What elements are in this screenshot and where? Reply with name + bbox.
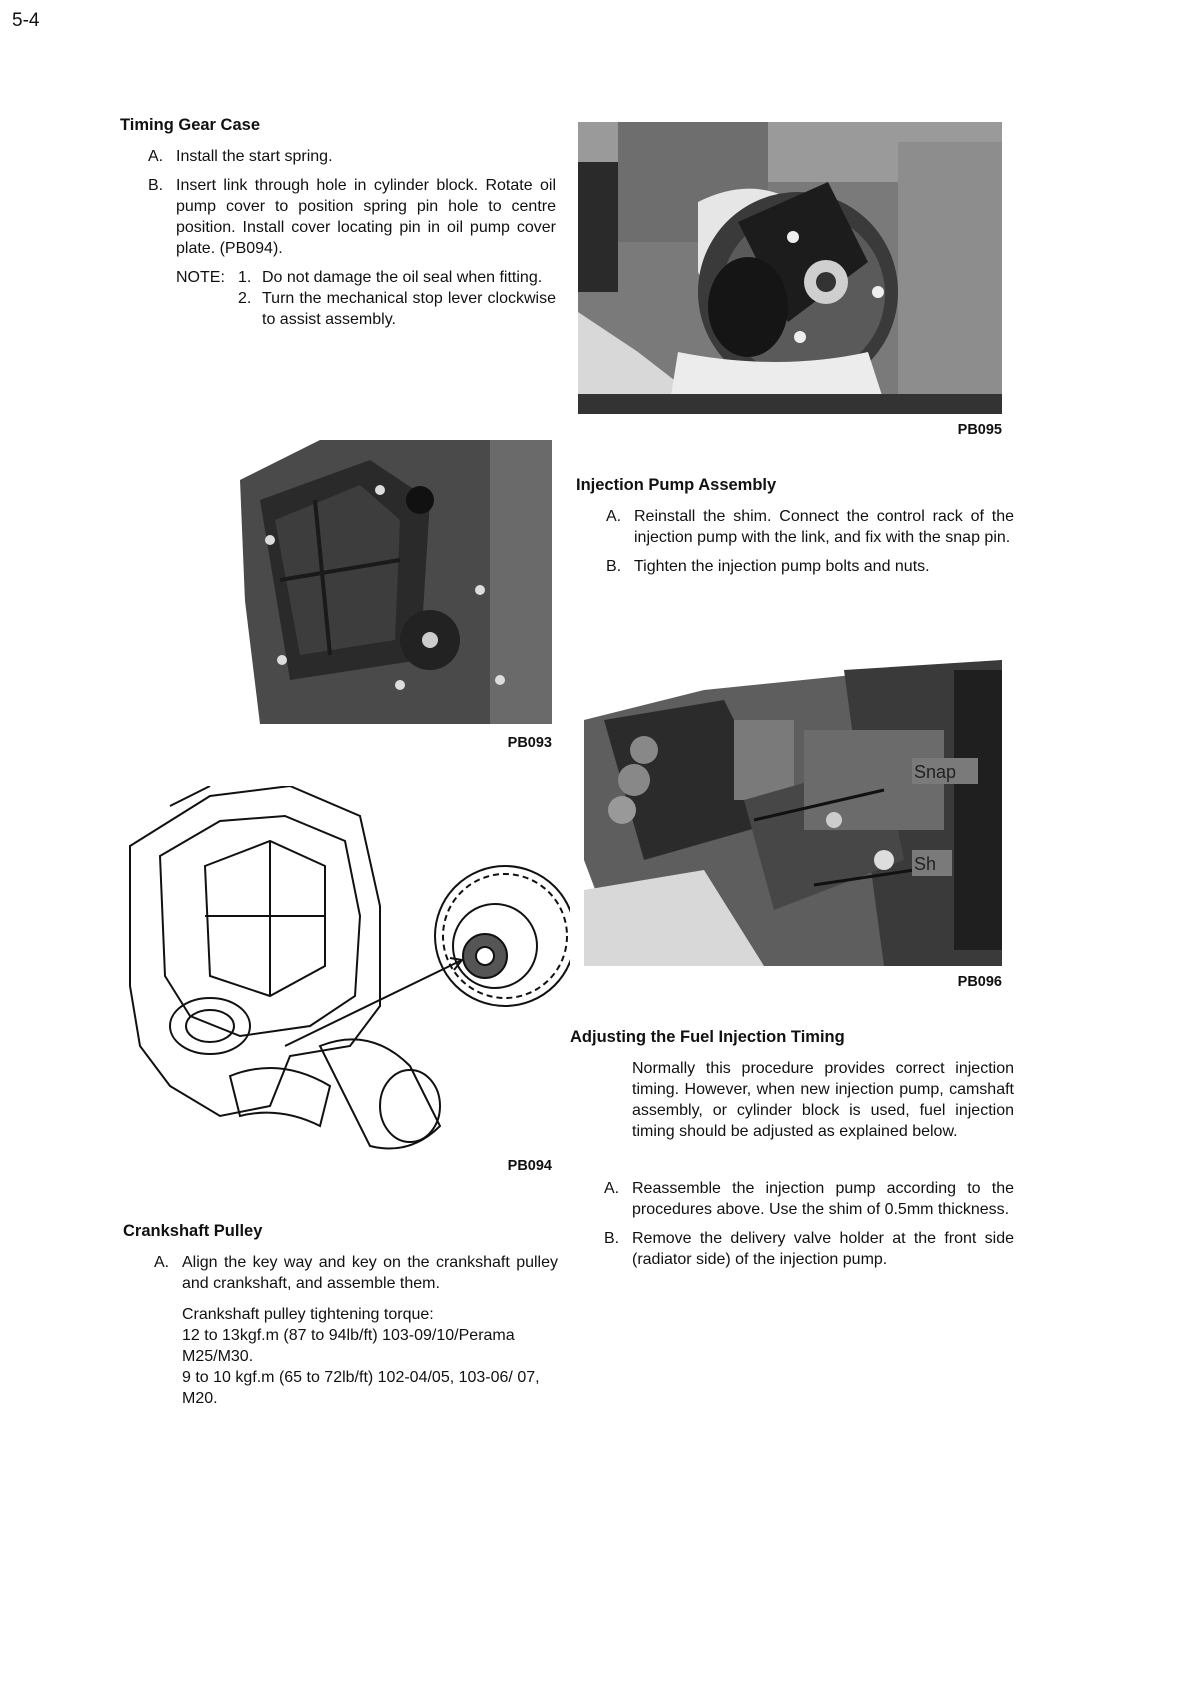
step-a xyxy=(148,146,556,167)
photo-pb093-image xyxy=(200,440,552,724)
photo-pb096 xyxy=(584,660,1002,966)
photo-label-snap: Snap xyxy=(914,762,957,782)
step-text: Reinstall the shim. Connect the control rack of the injection pump with the link, and fix with the snap pin. xyxy=(634,508,1014,546)
caption-pb096: PB096 xyxy=(957,974,1002,990)
note-item-2 xyxy=(238,288,556,330)
step-label: B. xyxy=(606,558,622,575)
note-item-1 xyxy=(238,267,556,288)
caption-pb095: PB095 xyxy=(957,422,1002,438)
crankshaft-pulley-steps xyxy=(154,1252,558,1409)
step-a xyxy=(606,506,1014,548)
photo-pb093 xyxy=(200,440,552,724)
gear xyxy=(435,866,570,1006)
step-text: Insert link through hole in cylinder block. Rotate oil pump cover to position spring pin hole to centre position. Install cover locating pin in oil pump cover plate. (PB094). xyxy=(176,177,556,257)
step-label: A. xyxy=(604,1180,620,1197)
photo-pb095 xyxy=(578,122,1002,414)
injection-pump-steps xyxy=(606,506,1014,577)
step-label: B. xyxy=(604,1230,620,1247)
diagram-pb094-drawing xyxy=(110,786,570,1186)
section-title-timing-gear-case: Timing Gear Case xyxy=(120,116,261,134)
note-number: 1. xyxy=(238,269,252,286)
section-title-fuel-injection-timing: Adjusting the Fuel Injection Timing xyxy=(570,1028,845,1046)
note-block xyxy=(176,267,556,330)
note-number: 2. xyxy=(238,290,252,307)
note-label: NOTE: xyxy=(176,269,225,286)
section-title-crankshaft-pulley: Crankshaft Pulley xyxy=(123,1222,263,1240)
torque-title: Crankshaft pulley tightening torque: xyxy=(182,1306,434,1323)
step-a xyxy=(154,1252,558,1294)
step-label: A. xyxy=(154,1254,170,1271)
caption-pb093: PB093 xyxy=(507,735,552,751)
fuel-injection-timing-steps xyxy=(604,1178,1014,1270)
photo-label-shim: Sh xyxy=(914,854,937,874)
step-label: A. xyxy=(606,508,622,525)
step-b xyxy=(604,1228,1014,1270)
step-text: Install the start spring. xyxy=(176,148,333,165)
step-b xyxy=(606,556,1014,577)
caption-pb094: PB094 xyxy=(507,1158,552,1174)
step-label: B. xyxy=(148,177,164,194)
fuel-injection-timing-intro: Normally this procedure provides correct injection timing. However, when new injection pump, camshaft assembly, or cylinder block is used, fuel injection timing should be adjusted as explained below. xyxy=(632,1060,1014,1140)
step-b xyxy=(148,175,556,259)
page-number: 5-4 xyxy=(12,10,40,31)
step-text: Remove the delivery valve holder at the front side (radiator side) of the injection pump. xyxy=(632,1230,1014,1268)
step-text: Align the key way and key on the crankshaft pulley and crankshaft, and assemble them. xyxy=(182,1254,558,1292)
step-a xyxy=(604,1178,1014,1220)
step-label: A. xyxy=(148,148,164,165)
torque-block xyxy=(182,1304,558,1409)
note-items xyxy=(238,267,556,330)
torque-line-2: 9 to 10 kgf.m (65 to 72lb/ft) 102-04/05, 103-06/ 07, M20. xyxy=(182,1369,540,1407)
step-text: Reassemble the injection pump according to the procedures above. Use the shim of 0.5mm thickness. xyxy=(632,1180,1014,1218)
note-text: Do not damage the oil seal when fitting. xyxy=(262,269,543,286)
diagram-pb094 xyxy=(110,786,570,1186)
timing-gear-case-steps xyxy=(148,146,556,330)
step-text: Tighten the injection pump bolts and nuts. xyxy=(634,558,930,575)
torque-line-1: 12 to 13kgf.m (87 to 94lb/ft) 103-09/10/Perama M25/M30. xyxy=(182,1327,515,1365)
section-title-injection-pump-assembly: Injection Pump Assembly xyxy=(576,476,777,494)
photo-pb096-image xyxy=(584,660,1002,966)
note-text: Turn the mechanical stop lever clockwise to assist assembly. xyxy=(262,290,556,328)
photo-pb095-image xyxy=(578,122,1002,414)
